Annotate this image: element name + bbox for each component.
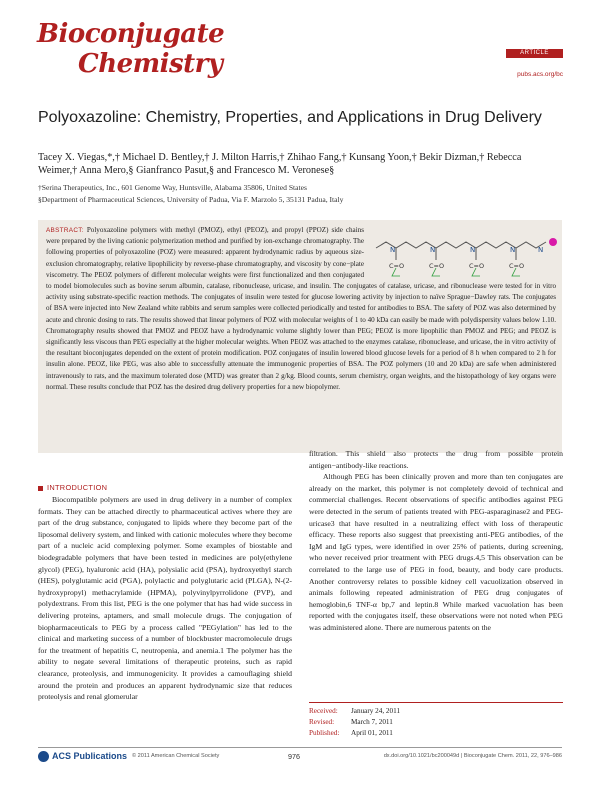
abstract-body: Polyoxazoline polymers with methyl (PMOZ), ethyl (PEOZ), and propyl (PPOZ) side chains were prepared by the living cationic polymerization method and purified by ion-exchange chromatography. The following properties of polyoxazoline (POZ) were measured: apparent hydrodynamic radius by aqueous size-exclusion chromatography, relative lipophilicity by reverse-phase chromatography, and viscosity by cone−plate viscometry. The PEOZ polymers of different molecular weights were first functionalized and then conjugated to model biomolecules such as bovine serum albumin, catalase, ribonuclease, uricase, and insulin. The conjugates of catalase, uricase, and ribonuclease were tested for in vitro activity using substrate-specific reaction methods. The conjugates of insulin were tested for glucose lowering activity by injection to naïve Sprague−Dawley rats. The conjugates of BSA were injected into New Zealand white rabbits and serum samples were collected periodically and tested for antibodies to BSA. The safety of POZ was also determined by acute and chronic dosing to rats. The results showed that linear polymers of POZ with molecular weights of 1 to 40 kDa can easily be made with polydispersity values below 1.10. Chromatography results showed that PMOZ and PEOZ have a hydrodynamic volume slightly lower than PEG; PEOZ is more lipophilic than PMOZ and PEG; and PEOZ is significantly less viscous than PEG especially at the higher molecular weights. When PEOZ was attached to the enzymes catalase, ribonuclease, and uricase, the in vitro activity of the resultant bioconjugates depended on the extent of protein modification. POZ conjugates of insulin lowered blood glucose levels for a period of 8 h when compared to 2 h for insulin alone. PEOZ, like PEG, was also able to successfully attenuate the immunogenic properties of BSA. The POZ polymers (10 and 20 kDa) are safe when administered intravenously to rats, and the maximum tolerated dose (MTD) was greater than 2 g/kg. Blood counts, serum chemistry, organ weights, and the histopathology of key organs were normal. These results conclude that POZ has the desired drug delivery properties for a new biopolymer. [46,226,556,391]
intro-paragraph-2: Although PEG has been clinically proven and more than ten conjugates are already on the market, this polymer is not completely devoid of technical and commercial challenges. Recent observations of specific antibodies against PEG were detected in the serum of patients treated with PEG-asparaginase2 and PEG-uricase3 that have resulted in a neutralizing effect with loss of therapeutic efficacy. These reports also suggest that preexisting anti-PEG antibodies, of the IgM and IgG types, were identified in over 25% of patients, during screening, who never received prior treatment with PEG drugs.4,5 This observation can be correlated to the large use of PEG in food, beauty, and body care products. Another controversy relates to possible kidney cell vacuolization observed in animals following repeated administration of PEG drug conjugates of hemoglobin,6 TNF-α bp,7 and leptin.8 While marked vacuolation has been reported with the conjugates itself, these observations were not noted when PEG was administered alone. There are numerous patents on the [309,472,563,632]
nitrogen-atom: N [470,246,476,254]
section-heading-introduction: INTRODUCTION [38,483,107,492]
polyoxazoline-structure-graphic [370,228,560,282]
article-title: Polyoxazoline: Chemistry, Properties, and Applications in Drug Delivery [38,109,542,126]
nitrogen-atom: N [430,246,436,254]
published-value: April 01, 2011 [351,729,393,737]
affiliation-2: §Department of Pharmaceutical Sciences, University of Padua, Via F. Marzolo 5, 35131 Padua, Italy [38,195,344,204]
revised-label: Revised: [309,718,335,726]
revised-date [309,717,563,728]
nitrogen-atom: N [538,246,544,254]
received-date [309,706,563,717]
abstract-label: ABSTRACT: [46,227,84,234]
received-value: January 24, 2011 [351,707,401,715]
journal-logo-line2: Chemistry [78,49,223,79]
intro-paragraph-1: Biocompatible polymers are used in drug delivery in a number of complex formats. They can be attached directly to pharmaceutical actives where they are part of the drug substance, conjugated to lipids where they become part of the liposomal delivery system, and linked with cationic molecules where they become part of a nucleic acid complexing polymer. Some examples of biostable and biodegradable polymers that have been tested in medicines are poly(ethylene glycol) (PEG), hyaluronic acid (HA), polysialic acid (PSA), hydroxyethyl starch (HES), polyglutamic acid (PGA), polylactic and polyglutaric acid (PLGA), N-(2-hydroxypropyl) methacrylamide (HPMA), polyvinylpyrrolidone (PVP), and polydextrans. From this list, PEG is the one polymer that has had wide success in delivering proteins, aptamers, and small molecule drugs. The conjugation of biopharmaceuticals to PEG by a process called "PEGylation" has led to the clinical and marketing success of a number of blockbuster macromolecule drugs for the treatment of hepatitis C, neutropenia, and anemia.1 The polymer has the ability to negate several limitations of therapeutic proteins, such as rapid clearance, proteolysis, and immunogenicity. It provides a camouflaging shield around the protein and produces an apparent hydrodynamic size that reduces proteolysis and renal glomerular [38,495,292,702]
footer-divider [38,747,562,748]
journal-url-link[interactable]: pubs.acs.org/bc [517,71,563,78]
body-column-left [38,494,292,703]
carbonyl-group: C=O [389,262,405,270]
polymer-backbone [376,242,546,248]
article-type-badge: ARTICLE [506,49,563,58]
body-column-right [309,448,563,634]
received-label: Received: [309,707,338,715]
carbonyl-group: C=O [469,262,485,270]
publisher-name: ACS Publications [52,751,128,761]
terminal-group-dot [549,238,557,246]
nitrogen-atom: N [390,246,396,254]
nitrogen-atom: N [510,246,516,254]
intro-paragraph-1-continued: filtration. This shield also protects the drug from possible protein antigen−antibody-like reactions. [309,449,563,470]
carbonyl-group: C=O [429,262,445,270]
published-date [309,728,563,739]
affiliation-1: †Serina Therapeutics, Inc., 601 Genome Way, Huntsville, Alabama 35806, United States [38,183,307,192]
page-number: 976 [288,752,300,761]
acs-logo-icon [38,751,49,762]
carbonyl-group: C=O [509,262,525,270]
published-label: Published: [309,729,340,737]
doi-citation-link[interactable]: dx.doi.org/10.1021/bc200049d | Bioconjugate Chem. 2011, 22, 976–986 [383,753,562,759]
copyright-notice: © 2011 American Chemical Society [132,753,220,759]
journal-logo-line1: Bioconjugate [37,19,225,49]
revised-value: March 7, 2011 [351,718,393,726]
publisher-logo[interactable] [38,751,127,762]
author-list: Tacey X. Viegas,*,† Michael D. Bentley,† J. Milton Harris,† Zhihao Fang,† Kunsang Yoon,† Bekir Dizman,† Rebecca Weimer,† Anna Mero,§ Gianfranco Pasut,§ and Francesco M. Veronese§ [38,152,522,176]
article-history [309,702,563,739]
